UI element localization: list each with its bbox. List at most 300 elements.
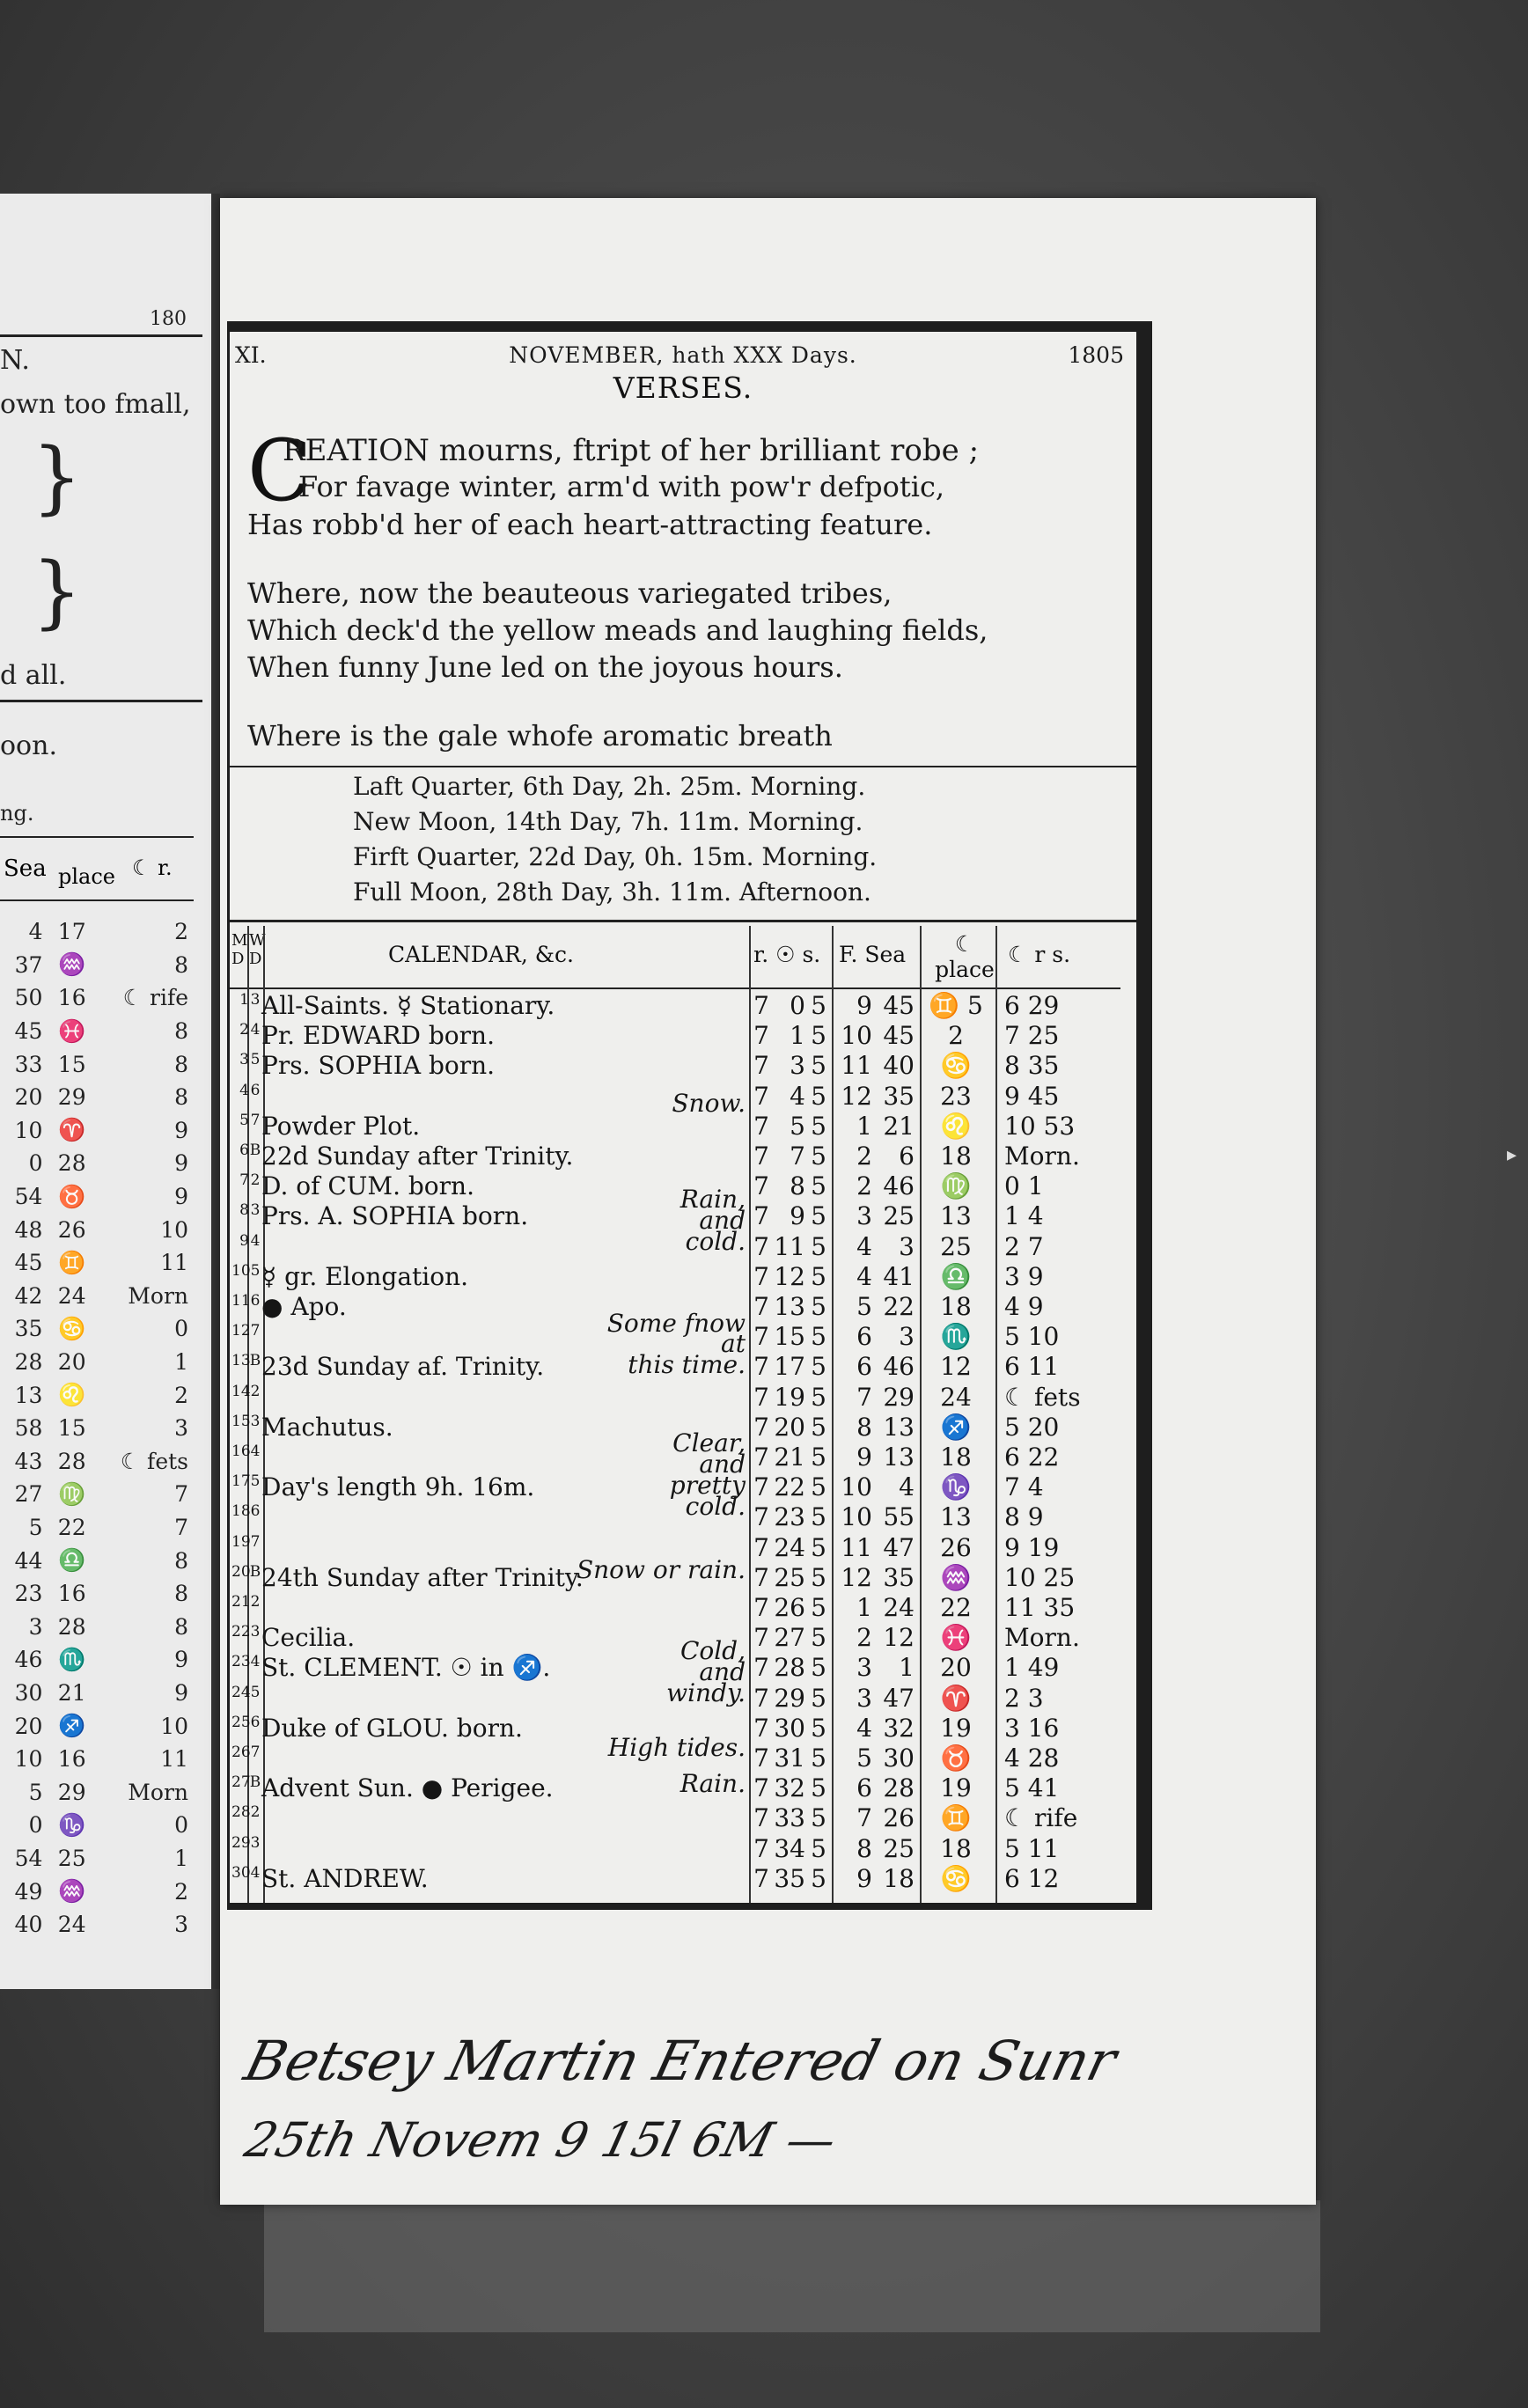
- left-cell-sea: 5: [28, 1514, 43, 1540]
- cell-sunrise-hour: 7: [753, 1773, 769, 1803]
- cell-sunrise-hour: 7: [753, 1201, 769, 1231]
- calendar-head: [230, 926, 1120, 989]
- cell-month-day: 7: [239, 1171, 249, 1190]
- left-cell-rise: 1: [174, 1349, 188, 1376]
- cell-moon-place: 26: [940, 1532, 972, 1562]
- left-table-row: [0, 1478, 194, 1511]
- cell-sea-min: 47: [883, 1683, 915, 1713]
- left-cell-place: ♓: [58, 1017, 86, 1044]
- cell-sunset-hour: 5: [811, 991, 826, 1020]
- left-table-row: [0, 1280, 194, 1313]
- left-cell-sea: 20: [14, 1084, 43, 1111]
- cell-sea-hour: 10: [841, 1472, 872, 1502]
- cell-month-day: 10: [231, 1261, 251, 1280]
- cell-sunrise-hour: 7: [753, 1532, 769, 1562]
- cell-event: Powder Plot.: [261, 1111, 421, 1141]
- left-cell-rise: 8: [174, 1018, 188, 1045]
- cell-sunrise-min: 23: [774, 1502, 805, 1532]
- cell-sunset-hour: 5: [811, 1562, 826, 1592]
- cell-week-day: 2: [250, 1382, 261, 1400]
- cell-moon-rise: 7 4: [1004, 1472, 1044, 1502]
- weather-note: windy.: [666, 1678, 746, 1708]
- almanac-page: [220, 198, 1316, 2205]
- cell-week-day: 4: [250, 1231, 261, 1250]
- cell-sunrise-min: 0: [790, 991, 805, 1020]
- verse-line: Has robb'd her of each heart-attracting feature.: [247, 508, 933, 541]
- cell-month-day: 28: [231, 1803, 251, 1822]
- left-table-row: [0, 1180, 194, 1214]
- cell-week-day: 6: [250, 1081, 261, 1099]
- left-cell-rise: 10: [160, 1713, 188, 1739]
- cell-sunrise-min: 29: [774, 1683, 805, 1713]
- cell-sea-hour: 4: [856, 1261, 872, 1291]
- cell-sea-hour: 9: [856, 991, 872, 1020]
- cell-sunset-hour: 5: [811, 1171, 826, 1201]
- cell-sunset-hour: 5: [811, 1443, 826, 1472]
- left-cell-sea: 4: [28, 919, 43, 945]
- cell-sunset-hour: 5: [811, 1502, 826, 1532]
- cell-month-day: 13: [231, 1352, 251, 1370]
- left-cell-place: 22: [57, 1514, 86, 1540]
- cell-sunset-hour: 5: [811, 1593, 826, 1622]
- cell-sea-min: 6: [899, 1142, 915, 1171]
- left-table-row: [0, 1412, 194, 1445]
- cell-sea-hour: 5: [856, 1744, 872, 1773]
- cell-sea-min: 35: [883, 1081, 915, 1111]
- cell-week-day: 5: [250, 1261, 261, 1280]
- cell-moon-rise: 6 12: [1004, 1863, 1060, 1893]
- left-table-row: [0, 1908, 194, 1942]
- left-cell-sea: 3: [28, 1613, 43, 1640]
- verse-line: When funny June led on the joyous hours.: [247, 650, 843, 684]
- cell-sunrise-hour: 7: [753, 1653, 769, 1683]
- cell-event: 24th Sunday after Trinity.: [261, 1562, 584, 1592]
- cell-moon-place: 18: [940, 1142, 972, 1171]
- calendar-row: [230, 1049, 1120, 1083]
- cell-sunset-hour: 5: [811, 1653, 826, 1683]
- left-cell-rise: 9: [174, 1117, 188, 1143]
- cell-sea-min: 41: [883, 1261, 915, 1291]
- left-cell-sea: 43: [14, 1448, 43, 1474]
- cell-moon-rise: 10 25: [1004, 1562, 1076, 1592]
- cell-sunset-hour: 5: [811, 1352, 826, 1382]
- cell-moon-place: ♐: [940, 1412, 972, 1442]
- left-cell-rise: 8: [174, 951, 188, 978]
- cell-moon-place: 12: [940, 1352, 972, 1382]
- cell-month-day: 18: [231, 1502, 251, 1521]
- cell-moon-rise: 9 19: [1004, 1532, 1060, 1562]
- cell-moon-place: 13: [940, 1502, 972, 1532]
- left-cell-place: 25: [57, 1845, 86, 1871]
- moon-phase-line: Firft Quarter, 22d Day, 0h. 15m. Morning.: [353, 842, 878, 871]
- left-cell-sea: 23: [14, 1581, 43, 1607]
- left-cell-rise: 7: [174, 1481, 188, 1508]
- cell-sunrise-hour: 7: [753, 1562, 769, 1592]
- cell-moon-place: 24: [940, 1382, 972, 1412]
- book-edge: [264, 2200, 1320, 2332]
- cell-event: 23d Sunday af. Trinity.: [261, 1352, 545, 1382]
- head-sun: r. ☉ s.: [753, 942, 821, 967]
- calendar-row: [230, 1621, 1120, 1655]
- cell-week-day: 3: [250, 991, 261, 1009]
- cell-week-day: 3: [250, 1201, 261, 1220]
- cell-moon-rise: 8 35: [1004, 1051, 1060, 1081]
- left-cell-place: ♋: [58, 1315, 86, 1341]
- cell-week-day: 6: [250, 1502, 261, 1521]
- verse-line: REATION mourns, ftript of her brilliant robe ;: [283, 433, 980, 468]
- moon-phase-line: Laft Quarter, 6th Day, 2h. 25m. Morning.: [353, 772, 866, 801]
- left-cell-place: ♒: [58, 951, 86, 978]
- verses-title: VERSES.: [613, 371, 753, 405]
- left-cell-place: 29: [57, 1084, 86, 1111]
- page-frame: [227, 321, 1152, 1910]
- cell-month-day: 11: [231, 1292, 251, 1310]
- moon-phase-line: New Moon, 14th Day, 7h. 11m. Morning.: [353, 807, 863, 836]
- cell-moon-rise: 6 29: [1004, 991, 1060, 1020]
- cell-week-day: B: [249, 1352, 261, 1370]
- cell-moon-rise: Morn.: [1004, 1142, 1080, 1171]
- cell-sunrise-hour: 7: [753, 1683, 769, 1713]
- cell-month-day: 20: [231, 1562, 251, 1581]
- cell-moon-place: 20: [940, 1653, 972, 1683]
- left-cell-sea: 35: [14, 1316, 43, 1342]
- handwritten-inscription: 25th Novem 9 15l 6M —: [239, 2112, 842, 2168]
- left-cell-rise: Morn: [128, 1282, 188, 1309]
- left-cell-sea: 37: [14, 951, 43, 978]
- left-cell-rise: 3: [174, 1912, 188, 1938]
- cell-moon-rise: 3 9: [1004, 1261, 1044, 1291]
- left-cell-rise: Morn: [128, 1779, 188, 1805]
- cell-month-day: 3: [239, 1051, 249, 1069]
- cell-sunrise-min: 8: [790, 1171, 805, 1201]
- cell-moon-rise: 2 7: [1004, 1231, 1044, 1261]
- left-cell-place: 17: [57, 919, 86, 945]
- cell-event: Duke of GLOU. born.: [261, 1713, 523, 1743]
- cell-month-day: 26: [231, 1744, 251, 1761]
- cell-event: St. ANDREW.: [261, 1863, 429, 1893]
- cell-sea-hour: 11: [841, 1532, 872, 1562]
- left-table-row: [0, 1445, 194, 1479]
- cell-sunrise-min: 21: [774, 1443, 805, 1472]
- weather-note: cold.: [685, 1227, 746, 1257]
- left-table-row: [0, 1312, 194, 1346]
- cell-moon-place: 13: [940, 1201, 972, 1231]
- cell-moon-place: ♓: [940, 1623, 972, 1653]
- cell-sea-min: 45: [883, 991, 915, 1020]
- brace-glyph: }: [32, 431, 83, 524]
- cell-sunset-hour: 5: [811, 1744, 826, 1773]
- cell-sunrise-hour: 7: [753, 1443, 769, 1472]
- weather-note: Snow.: [672, 1088, 746, 1118]
- weather-note: High tides.: [607, 1732, 746, 1762]
- cell-sea-min: 47: [883, 1532, 915, 1562]
- left-table-row: [0, 1047, 194, 1081]
- left-cell-place: 16: [57, 1746, 86, 1773]
- cell-sunset-hour: 5: [811, 1683, 826, 1713]
- left-cell-sea: 0: [28, 1812, 43, 1839]
- cell-sunrise-min: 32: [774, 1773, 805, 1803]
- left-cell-place: 20: [57, 1349, 86, 1376]
- cell-sunset-hour: 5: [811, 1382, 826, 1412]
- left-cell-rise: 8: [174, 1581, 188, 1607]
- left-cell-place: ♒: [58, 1878, 86, 1905]
- cell-moon-place: 19: [940, 1773, 972, 1803]
- cell-sea-hour: 3: [856, 1653, 872, 1683]
- verse-line: Where is the gale whofe aromatic breath: [247, 719, 833, 752]
- left-cell-rise: 11: [160, 1250, 188, 1276]
- left-page-rule: [0, 700, 202, 702]
- calendar-row: [230, 1832, 1120, 1866]
- cell-sea-hour: 7: [856, 1803, 872, 1833]
- calendar-row: [230, 1140, 1120, 1173]
- cell-sea-min: 25: [883, 1201, 915, 1231]
- cell-sea-hour: 9: [856, 1443, 872, 1472]
- left-cell-rise: 8: [174, 1547, 188, 1574]
- left-cell-place: ♈: [58, 1117, 86, 1143]
- left-table-row: [0, 1775, 194, 1809]
- cell-sunrise-min: 28: [774, 1653, 805, 1683]
- cell-moon-place: 25: [940, 1231, 972, 1261]
- cell-moon-place: ♏: [940, 1322, 972, 1352]
- cell-sunset-hour: 5: [811, 1833, 826, 1863]
- cell-event: 22d Sunday after Trinity.: [261, 1142, 574, 1171]
- cell-sea-hour: 9: [856, 1863, 872, 1893]
- cell-sunrise-hour: 7: [753, 1472, 769, 1502]
- cell-sunrise-min: 30: [774, 1713, 805, 1743]
- cell-week-day: 5: [250, 1472, 261, 1491]
- cell-week-day: 3: [250, 1833, 261, 1852]
- calendar-row: [230, 1591, 1120, 1625]
- handwritten-inscription: Betsey Martin Entered on Sunr: [238, 2029, 1123, 2093]
- left-cell-place: 15: [57, 1415, 86, 1442]
- cell-sunrise-min: 19: [774, 1382, 805, 1412]
- cell-moon-place: 18: [940, 1833, 972, 1863]
- cell-month-day: 22: [231, 1623, 251, 1641]
- cell-sea-hour: 12: [841, 1562, 872, 1592]
- cell-sunrise-min: 20: [774, 1412, 805, 1442]
- cell-moon-rise: 10 53: [1004, 1111, 1076, 1141]
- calendar-row: [230, 1230, 1120, 1264]
- cell-sunset-hour: 5: [811, 1111, 826, 1141]
- cell-sea-hour: 2: [856, 1171, 872, 1201]
- cell-sea-min: 18: [883, 1863, 915, 1893]
- cell-sunrise-min: 22: [774, 1472, 805, 1502]
- left-cell-place: 24: [57, 1282, 86, 1309]
- left-table-row: [0, 1147, 194, 1180]
- left-cell-rise: 2: [174, 919, 188, 945]
- calendar-row: [230, 1802, 1120, 1835]
- left-cell-rise: 8: [174, 1051, 188, 1077]
- left-cell-sea: 28: [14, 1349, 43, 1376]
- cell-sunrise-min: 7: [790, 1142, 805, 1171]
- left-cell-place: 24: [57, 1912, 86, 1938]
- cell-moon-place: ♎: [940, 1261, 972, 1291]
- calendar-row: [230, 1260, 1120, 1294]
- weather-note: and: [699, 1657, 746, 1687]
- left-cell-place: 29: [57, 1779, 86, 1805]
- left-cell-rise: 7: [174, 1514, 188, 1540]
- left-cell-place: 28: [57, 1613, 86, 1640]
- cell-sunrise-min: 1: [790, 1021, 805, 1051]
- cell-moon-rise: 8 9: [1004, 1502, 1044, 1532]
- cell-sunrise-hour: 7: [753, 1051, 769, 1081]
- cell-sunrise-min: 31: [774, 1744, 805, 1773]
- left-cell-place: ♐: [58, 1713, 86, 1739]
- left-cell-place: 16: [57, 985, 86, 1011]
- cell-sunrise-hour: 7: [753, 1292, 769, 1321]
- cell-sunrise-min: 17: [774, 1352, 805, 1382]
- left-cell-place: 28: [57, 1150, 86, 1177]
- left-table-row: [0, 1015, 194, 1048]
- left-table-row: [0, 1081, 194, 1114]
- cell-sunrise-hour: 7: [753, 1713, 769, 1743]
- cell-moon-place: ♊ 5: [929, 991, 983, 1020]
- left-cell-rise: 9: [174, 1184, 188, 1210]
- cell-moon-rise: 3 16: [1004, 1713, 1060, 1743]
- cell-moon-rise: 2 3: [1004, 1683, 1044, 1713]
- section-rule: [230, 920, 1136, 922]
- left-cell-rise: ☾ fets: [120, 1448, 188, 1474]
- left-page-line: ng.: [0, 801, 34, 826]
- cell-sunrise-hour: 7: [753, 1863, 769, 1893]
- cell-week-day: 7: [250, 1322, 261, 1340]
- cell-sunrise-min: 12: [774, 1261, 805, 1291]
- head-calendar-title: CALENDAR, &c.: [388, 942, 574, 967]
- left-cell-sea: 42: [14, 1282, 43, 1309]
- verse-line: Which deck'd the yellow meads and laughing fields,: [247, 613, 988, 647]
- cell-moon-rise: 1 4: [1004, 1201, 1044, 1231]
- left-cell-rise: 1: [174, 1845, 188, 1871]
- cell-month-day: 23: [231, 1653, 251, 1671]
- cell-moon-place: ♒: [940, 1562, 972, 1592]
- left-table-row: [0, 1643, 194, 1677]
- cell-sunrise-hour: 7: [753, 1021, 769, 1051]
- cell-month-day: 12: [231, 1322, 251, 1340]
- cell-event: Cecilia.: [261, 1623, 356, 1653]
- cell-sunrise-min: 27: [774, 1623, 805, 1653]
- cell-sunset-hour: 5: [811, 1231, 826, 1261]
- cell-sea-min: 29: [883, 1382, 915, 1412]
- cell-week-day: 2: [250, 1803, 261, 1822]
- left-head-sea: Sea: [4, 855, 47, 882]
- left-table-row: [0, 1610, 194, 1643]
- left-table-row: [0, 1875, 194, 1908]
- left-cell-place: ♑: [58, 1811, 86, 1838]
- calendar-row: [230, 1200, 1120, 1236]
- head-moon-rise: ☾ r s.: [1008, 942, 1071, 967]
- left-cell-sea: 33: [14, 1051, 43, 1077]
- cell-sea-min: 24: [883, 1593, 915, 1622]
- left-cell-sea: 45: [14, 1250, 43, 1276]
- cell-month-day: 6: [239, 1142, 249, 1159]
- moon-phase-line: Full Moon, 28th Day, 3h. 11m. Afternoon.: [353, 877, 871, 907]
- left-cell-sea: 5: [28, 1779, 43, 1805]
- left-page-rule: [0, 334, 202, 337]
- weather-note: Cold,: [680, 1636, 746, 1666]
- cell-sea-min: 55: [883, 1502, 915, 1532]
- cell-sea-hour: 4: [856, 1231, 872, 1261]
- cell-event: St. CLEMENT. ☉ in ♐.: [261, 1653, 551, 1683]
- cell-moon-rise: ☾ fets: [1004, 1382, 1081, 1412]
- left-cell-sea: 0: [28, 1150, 43, 1177]
- cell-sunrise-hour: 7: [753, 1502, 769, 1532]
- left-cell-sea: 49: [14, 1878, 43, 1905]
- page-header: [230, 339, 1136, 372]
- left-cell-rise: 3: [174, 1415, 188, 1442]
- cell-month-day: 30: [231, 1863, 251, 1882]
- cell-sea-hour: 2: [856, 1142, 872, 1171]
- left-table-row: [0, 949, 194, 982]
- weather-note: Rain.: [680, 1768, 746, 1798]
- cell-sunset-hour: 5: [811, 1322, 826, 1352]
- cell-sea-hour: 3: [856, 1683, 872, 1713]
- left-table-head: [0, 836, 194, 901]
- cell-sunrise-hour: 7: [753, 991, 769, 1020]
- cell-sea-hour: 1: [856, 1593, 872, 1622]
- left-table-row: [0, 1511, 194, 1545]
- cell-sunset-hour: 5: [811, 1261, 826, 1291]
- cell-sea-min: 30: [883, 1744, 915, 1773]
- cell-month-day: 8: [239, 1201, 249, 1220]
- cell-moon-place: 23: [940, 1081, 972, 1111]
- verse-dropcap: C: [247, 422, 312, 520]
- cell-event: Advent Sun. ● Perigee.: [261, 1773, 554, 1803]
- cell-week-day: 3: [250, 1412, 261, 1430]
- left-cell-rise: 10: [160, 1216, 188, 1243]
- cell-moon-place: ♉: [940, 1744, 972, 1773]
- cell-sunrise-min: 35: [774, 1863, 805, 1893]
- left-cell-place: ♉: [58, 1183, 86, 1209]
- left-cell-place: ♌: [58, 1382, 86, 1408]
- left-cell-place: 26: [57, 1216, 86, 1243]
- cell-moon-place: ♑: [940, 1472, 972, 1502]
- cell-event: ☿ gr. Elongation.: [261, 1261, 469, 1291]
- left-table-row: [0, 1544, 194, 1577]
- left-cell-sea: 27: [14, 1481, 43, 1508]
- cell-week-day: 2: [250, 1593, 261, 1611]
- cell-month-day: 5: [239, 1111, 249, 1129]
- cell-event: Machutus.: [261, 1412, 393, 1442]
- left-cell-place: ♎: [58, 1547, 86, 1574]
- month-numeral: XI.: [235, 342, 267, 368]
- left-table-row: [0, 1743, 194, 1776]
- cell-sunset-hour: 5: [811, 1021, 826, 1051]
- left-table-row: [0, 1709, 194, 1743]
- cell-moon-rise: 4 9: [1004, 1292, 1044, 1321]
- cell-sea-min: 13: [883, 1443, 915, 1472]
- cell-moon-rise: 5 11: [1004, 1833, 1060, 1863]
- cell-week-day: 4: [250, 1653, 261, 1671]
- cell-month-day: 29: [231, 1833, 251, 1852]
- cell-moon-place: ♍: [940, 1171, 972, 1201]
- left-cell-rise: 0: [174, 1316, 188, 1342]
- cell-sea-min: 22: [883, 1292, 915, 1321]
- cell-sea-min: 3: [899, 1322, 915, 1352]
- cell-week-day: 4: [250, 1863, 261, 1882]
- cell-sea-hour: 6: [856, 1322, 872, 1352]
- cell-sunset-hour: 5: [811, 1863, 826, 1893]
- left-table-row: [0, 1213, 194, 1246]
- weather-note: Clear,: [672, 1428, 746, 1458]
- cell-month-day: 24: [231, 1683, 251, 1701]
- calendar-row: [230, 989, 1120, 1023]
- cell-week-day: 7: [250, 1744, 261, 1761]
- cell-sunset-hour: 5: [811, 1472, 826, 1502]
- cell-week-day: B: [249, 1142, 261, 1159]
- cell-sea-min: 25: [883, 1833, 915, 1863]
- cell-month-day: 25: [231, 1713, 251, 1731]
- left-table-row: [0, 915, 194, 949]
